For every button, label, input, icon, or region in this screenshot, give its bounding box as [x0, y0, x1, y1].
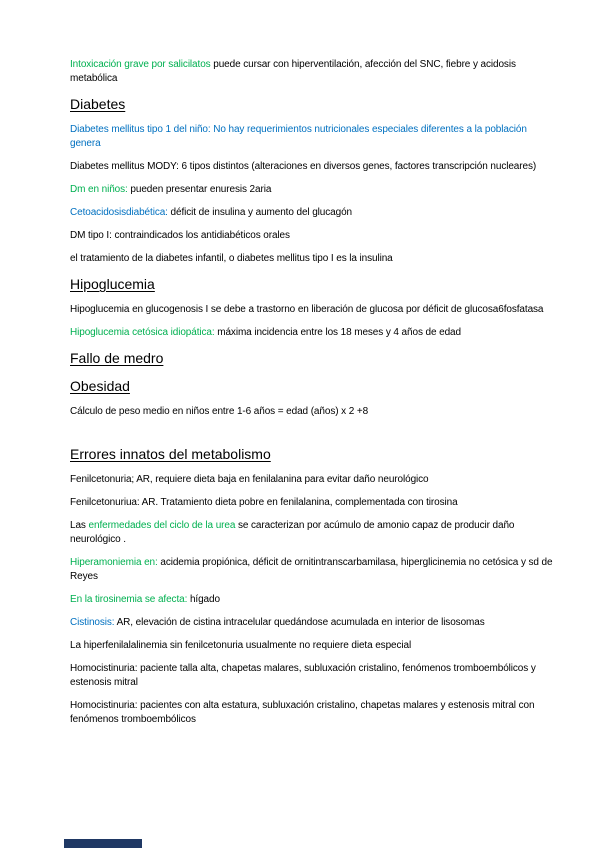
text-segment: déficit de insulina y aumento del glucagón	[167, 207, 353, 218]
text-line	[70, 160, 600, 174]
paragraph	[70, 519, 600, 547]
paragraph	[70, 496, 600, 510]
text-segment: DM tipo I: contraindicados los antidiabéticos orales	[70, 230, 290, 241]
highlighted-term: enfermedades del ciclo de la urea	[88, 520, 236, 531]
text-segment: pueden presentar enuresis 2aria	[127, 184, 272, 195]
text-segment: AR, elevación de cistina intracelular quedándose acumulada en interior de lisosomas	[114, 617, 485, 628]
text-segment: hígado	[187, 594, 220, 605]
section-heading-fallo-de-medro: Fallo de medro	[70, 350, 164, 366]
text-segment: metabólica	[70, 73, 118, 84]
highlighted-term: Dm en niños:	[70, 184, 128, 195]
text-line	[70, 326, 600, 340]
highlighted-term: Hiperamoniemia en:	[70, 557, 158, 568]
text-segment: acidemia propiónica, déficit de ornitintranscarbamilasa, hiperglicinemia no cetósica y sd de	[157, 557, 553, 568]
paragraph	[70, 473, 600, 487]
text-segment: Cálculo de peso medio en niños entre 1-6 años = edad (años) x 2 +8	[70, 406, 369, 417]
text-segment: La hiperfenilalalinemia sin fenilcetonuria usualmente no requiere dieta especial	[70, 640, 412, 651]
paragraph	[70, 405, 600, 419]
paragraph	[70, 183, 600, 197]
section-heading-diabetes: Diabetes	[70, 96, 126, 112]
text-segment: Reyes	[70, 571, 98, 582]
paragraph	[70, 662, 600, 690]
section-heading-errores-innatos-del-metabolismo: Errores innatos del metabolismo	[70, 446, 271, 462]
text-line	[70, 183, 600, 197]
text-segment: Diabetes mellitus MODY: 6 tipos distintos (alteraciones en diversos genes, factores transcripción nucleares)	[70, 161, 537, 172]
paragraph	[70, 556, 600, 584]
text-line	[70, 58, 600, 72]
text-line	[70, 639, 600, 653]
highlighted-term: Hipoglucemia cetósica idiopática:	[70, 327, 215, 338]
text-segment: Homocistinuria: paciente talla alta, chapetas malares, subluxación cristalino, fenómenos tromboembólicos y	[70, 663, 536, 674]
text-line	[70, 252, 600, 266]
paragraph	[70, 160, 600, 174]
paragraph	[70, 699, 600, 727]
text-segment: estenosis mitral	[70, 677, 138, 688]
highlighted-term: En la tirosinemia se afecta:	[70, 594, 188, 605]
text-line	[70, 676, 600, 690]
paragraph	[70, 326, 600, 340]
highlighted-term: Cistinosis:	[70, 617, 115, 628]
paragraph	[70, 639, 600, 653]
text-segment: Fenilcetonuriua: AR. Tratamiento dieta pobre en fenilalanina, complementada con tirosina	[70, 497, 458, 508]
paragraph	[70, 206, 600, 220]
text-line	[70, 616, 600, 630]
text-line	[70, 556, 600, 570]
text-line	[70, 405, 600, 419]
text-segment: neurológico .	[70, 534, 126, 545]
text-segment: Homocistinuria: pacientes con alta estatura, subluxación cristalino, chapetas malares y estenosis mitral con	[70, 700, 535, 711]
text-line	[70, 699, 600, 713]
highlighted-term: Diabetes mellitus tipo 1 del niño: No hay requerimientos nutricionales especiales diferentes a la población	[70, 124, 527, 135]
text-segment: Hipoglucemia en glucogenosis I se debe a trastorno en liberación de glucosa por déficit de glucosa6fosfatasa	[70, 304, 544, 315]
text-segment: puede cursar con hiperventilación, afección del SNC, fiebre y acidosis	[210, 59, 516, 70]
paragraph	[70, 616, 600, 630]
text-line	[70, 519, 600, 533]
text-segment: se caracterizan por acúmulo de amonio capaz de producir daño	[235, 520, 515, 531]
text-line	[70, 137, 600, 151]
paragraph	[70, 252, 600, 266]
next-page-element-fragment	[64, 839, 142, 848]
section-heading-hipoglucemia: Hipoglucemia	[70, 276, 155, 292]
text-line	[70, 123, 600, 137]
highlighted-term: Cetoacidosisdiabética:	[70, 207, 168, 218]
text-line	[70, 229, 600, 243]
highlighted-term: Intoxicación grave por salicilatos	[70, 59, 211, 70]
highlighted-term: genera	[70, 138, 101, 149]
text-line	[70, 72, 600, 86]
text-line	[70, 713, 600, 727]
text-segment: fenómenos tromboembólicos	[70, 714, 196, 725]
text-line	[70, 662, 600, 676]
paragraph	[70, 303, 600, 317]
text-segment: Fenilcetonuria; AR, requiere dieta baja en fenilalanina para evitar daño neurológico	[70, 474, 429, 485]
text-line	[70, 570, 600, 584]
text-line	[70, 593, 600, 607]
section-heading-obesidad: Obesidad	[70, 378, 130, 394]
paragraph	[70, 593, 600, 607]
text-line	[70, 303, 600, 317]
text-line	[70, 496, 600, 510]
text-line	[70, 206, 600, 220]
paragraph	[70, 229, 600, 243]
text-segment: máxima incidencia entre los 18 meses y 4 años de edad	[214, 327, 461, 338]
text-segment: Las	[70, 520, 89, 531]
text-line	[70, 533, 600, 547]
text-line	[70, 473, 600, 487]
paragraph	[70, 123, 600, 151]
text-segment: el tratamiento de la diabetes infantil, o diabetes mellitus tipo I es la insulina	[70, 253, 393, 264]
paragraph	[70, 58, 600, 86]
